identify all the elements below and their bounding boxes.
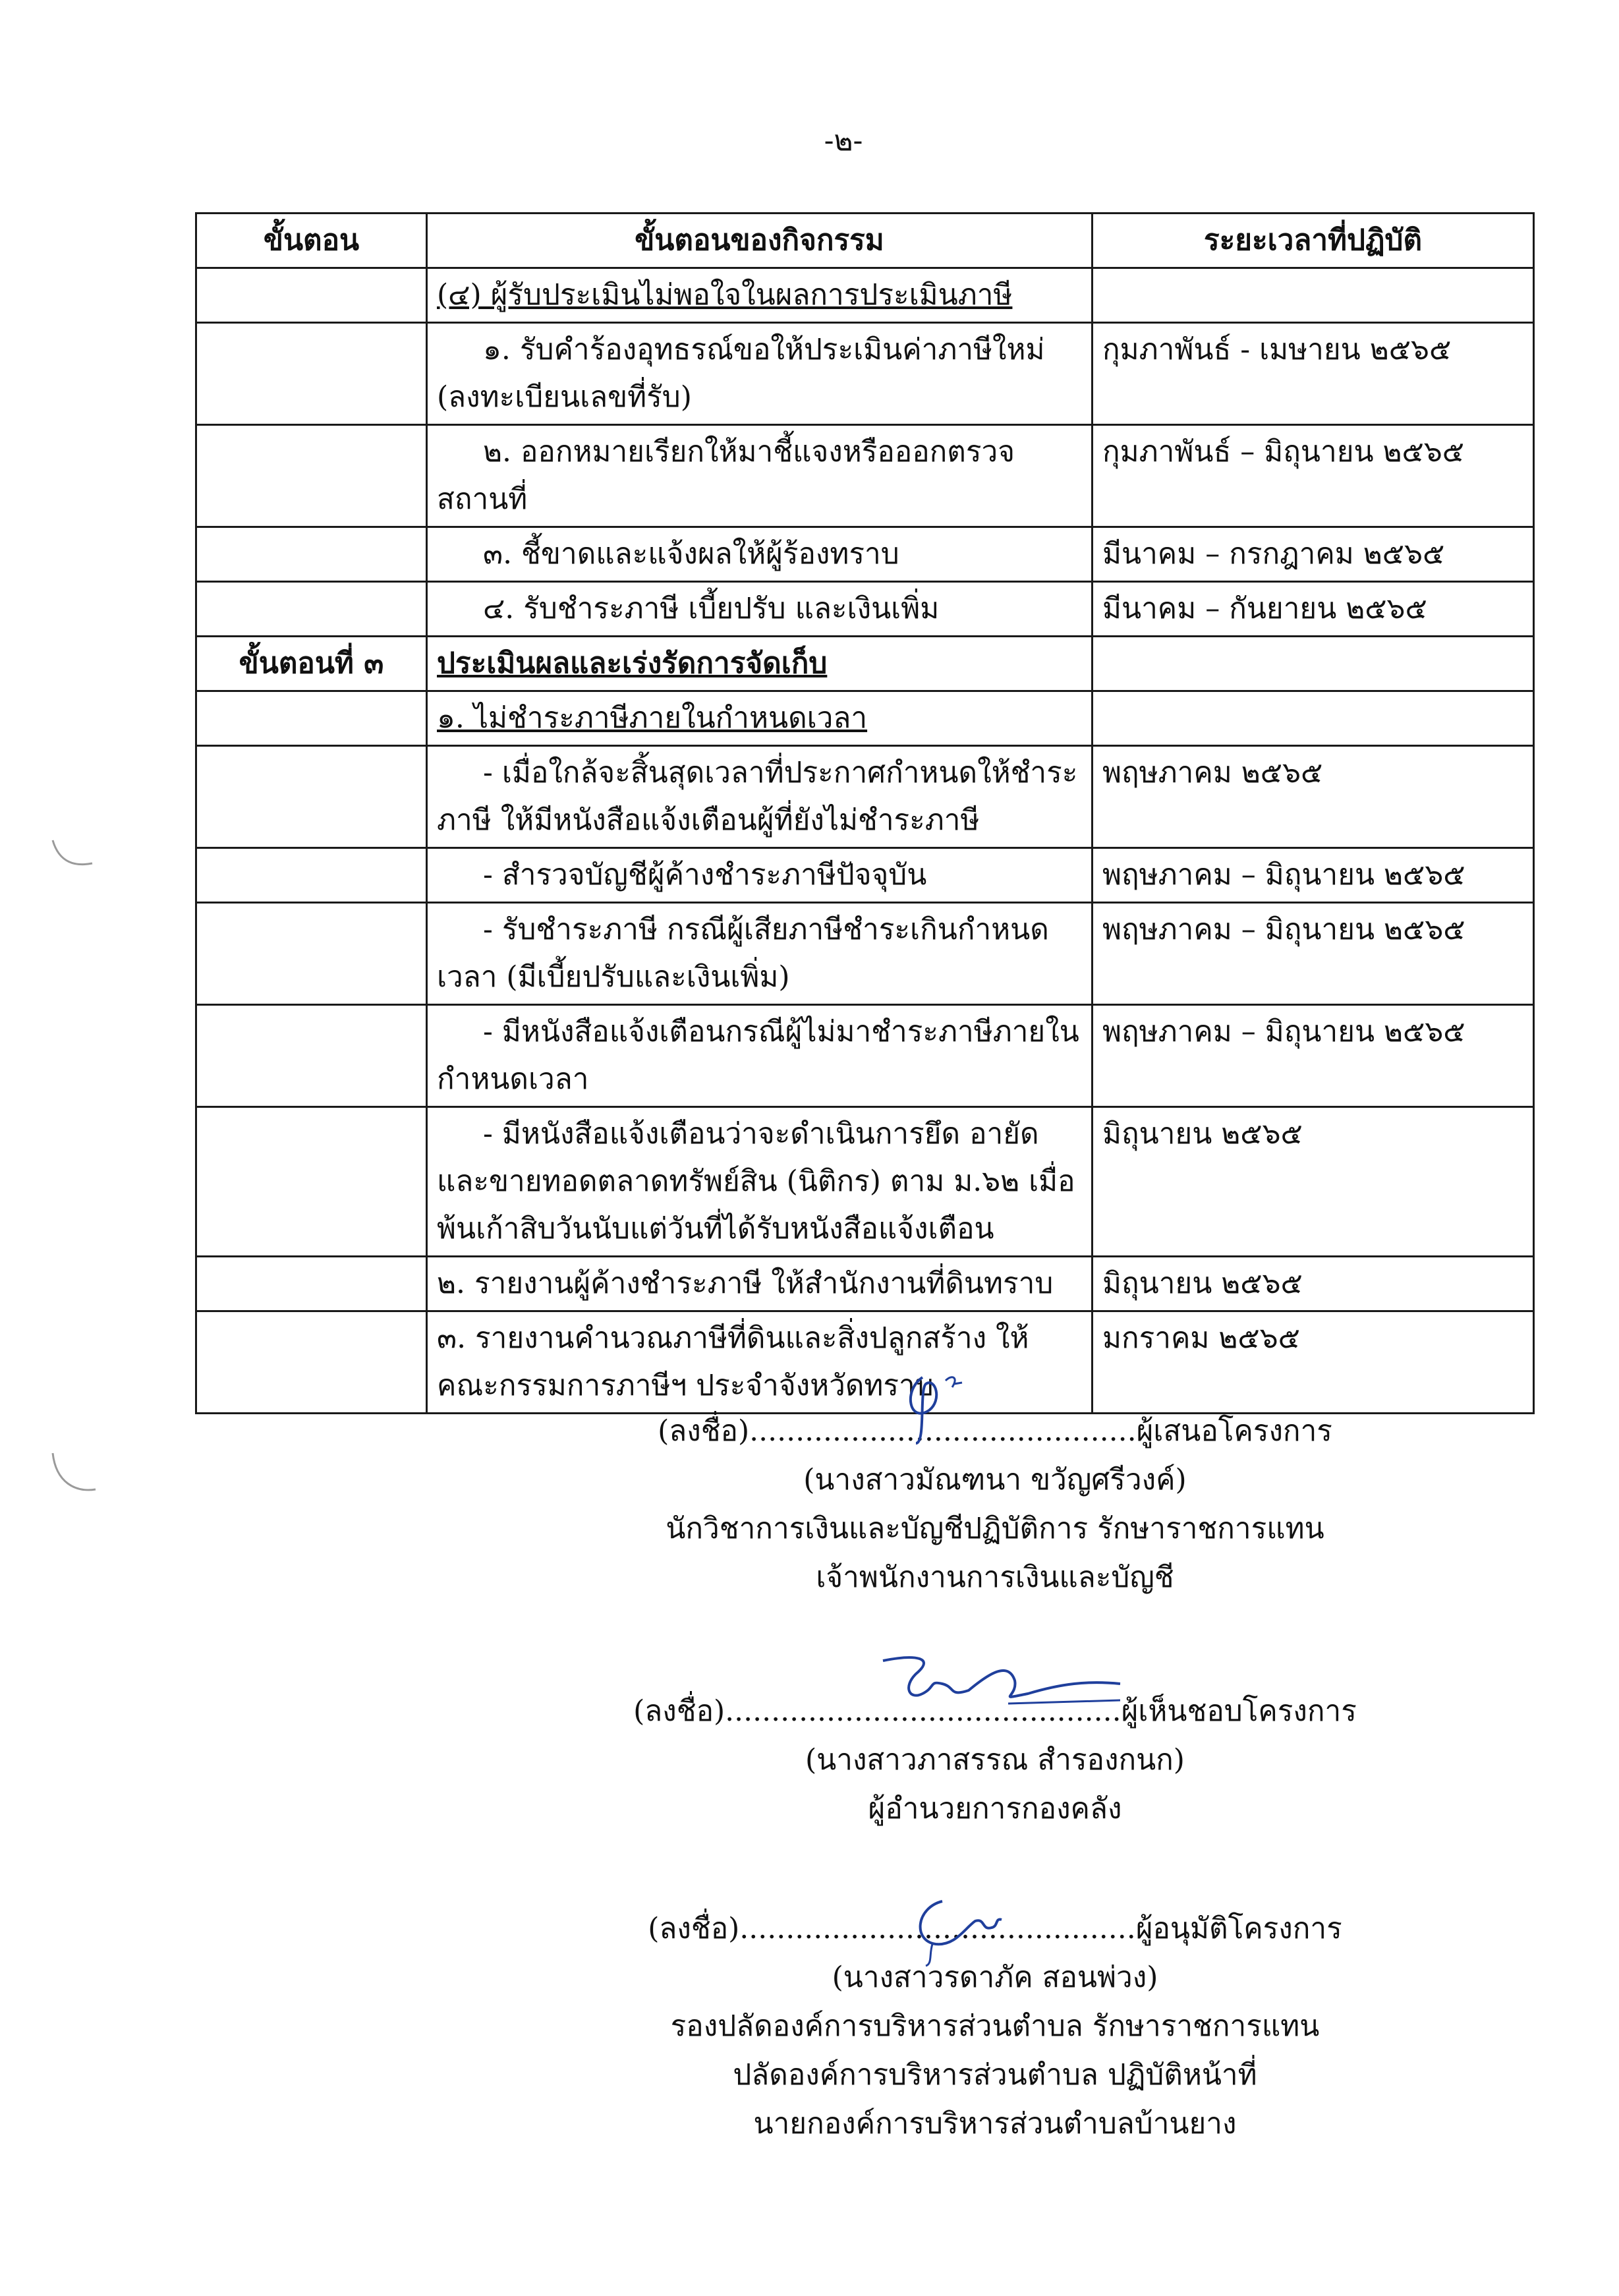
period-cell: มีนาคม – กรกฎาคม ๒๕๖๕ <box>1093 527 1534 582</box>
activity-cell: ๓. ชี้ขาดและแจ้งผลให้ผู้ร้องทราบ <box>427 527 1093 582</box>
signer-position: นักวิชาการเงินและบัญชีปฏิบัติการ รักษาราชการแทน <box>666 1512 1324 1545</box>
activity-cell: ๓. รายงานคำนวณภาษีที่ดินและสิ่งปลูกสร้าง ให้คณะกรรมการภาษีฯ ประจำจังหวัดทราบ <box>427 1311 1093 1414</box>
period-cell: มิถุนายน ๒๕๖๕ <box>1093 1107 1534 1257</box>
signer-position: รองปลัดองค์การบริหารส่วนตำบล รักษาราชการแทน <box>670 2009 1320 2043</box>
table-row <box>196 903 1534 1005</box>
table-row <box>196 848 1534 903</box>
period-cell: พฤษภาคม – มิถุนายน ๒๕๖๕ <box>1093 903 1534 1005</box>
scan-edge-mark <box>40 837 99 876</box>
table-row <box>196 1257 1534 1311</box>
activity-cell: ๒. ออกหมายเรียกให้มาชี้แจงหรือออกตรวจสถานที่ <box>427 425 1093 527</box>
step3-title: ประเมินผลและเร่งรัดการจัดเก็บ <box>427 637 1093 691</box>
handwritten-signature-2 <box>876 1648 1127 1720</box>
header-activity: ขั้นตอนของกิจกรรม <box>427 214 1093 268</box>
period-cell: มิถุนายน ๒๕๖๕ <box>1093 1257 1534 1311</box>
period-cell: พฤษภาคม – มิถุนายน ๒๕๖๕ <box>1093 1005 1534 1107</box>
activity-cell: ๒. รายงานผู้ค้างชำระภาษี ให้สำนักงานที่ดินทราบ <box>427 1257 1093 1311</box>
table-row <box>196 527 1534 582</box>
header-period: ระยะเวลาที่ปฏิบัติ <box>1093 214 1534 268</box>
activity-cell: - มีหนังสือแจ้งเตือนว่าจะดำเนินการยึด อายัดและขายทอดตลาดทรัพย์สิน (นิติกร) ตาม ม.๖๒ เมื่อพ้นเก้าสิบวันนับแต่วันที่ได้รับหนังสือแจ้งเตือน <box>427 1107 1093 1257</box>
signature-line: (ลงชื่อ)...........................................ผู้เห็นชอบโครงการ <box>633 1694 1357 1728</box>
activity-cell: ๔. รับชำระภาษี เบี้ยปรับ และเงินเพิ่ม <box>427 582 1093 637</box>
period-cell <box>1093 637 1534 691</box>
signature-line: (ลงชื่อ)..........................................ผู้เสนอโครงการ <box>658 1414 1332 1448</box>
signer-name: (นางสาวมัณฑนา ขวัญศรีวงค์) <box>803 1463 1187 1497</box>
handwritten-signature-3 <box>903 1881 1008 1967</box>
table-row <box>196 425 1534 527</box>
activity-cell: - มีหนังสือแจ้งเตือนกรณีผู้ไม่มาชำระภาษีภายในกำหนดเวลา <box>427 1005 1093 1107</box>
period-cell: มกราคม ๒๕๖๕ <box>1093 1311 1534 1414</box>
activity-cell: - สำรวจบัญชีผู้ค้างชำระภาษีปัจจุบัน <box>427 848 1093 903</box>
period-cell: พฤษภาคม – มิถุนายน ๒๕๖๕ <box>1093 848 1534 903</box>
section4-title: (๔) ผู้รับประเมินไม่พอใจในผลการประเมินภาษี <box>427 268 1093 323</box>
activity-cell: ๑. รับคำร้องอุทธรณ์ขอให้ประเมินค่าภาษีใหม่ (ลงทะเบียนเลขที่รับ) <box>427 323 1093 425</box>
page-number: -๒- <box>824 124 863 158</box>
table-row <box>196 1311 1534 1414</box>
handwritten-signature-1 <box>896 1364 988 1450</box>
signer-position: ปลัดองค์การบริหารส่วนตำบล ปฏิบัติหน้าที่ <box>733 2058 1257 2092</box>
step3-label: ขั้นตอนที่ ๓ <box>196 637 427 691</box>
step-cell-empty <box>196 268 427 323</box>
period-cell: กุมภาพันธ์ - เมษายน ๒๕๖๕ <box>1093 323 1534 425</box>
header-step: ขั้นตอน <box>196 214 427 268</box>
table-header-row <box>196 214 1534 268</box>
signature-block-proposer <box>633 1407 1357 1602</box>
step3-sub1-title: ๑. ไม่ชำระภาษีภายในกำหนดเวลา <box>427 691 1093 746</box>
signer-name: (นางสาวภาสรรณ สำรองกนก) <box>805 1743 1185 1777</box>
signer-position: ผู้อำนวยการกองคลัง <box>868 1792 1122 1825</box>
table-row <box>196 1005 1534 1107</box>
table-row <box>196 268 1534 323</box>
signature-line: (ลงชื่อ)...........................................ผู้อนุมัติโครงการ <box>648 1912 1342 1945</box>
signer-name: (นางสาวรดาภัค สอนพ่วง) <box>832 1961 1158 1994</box>
activity-schedule-table <box>195 212 1535 1414</box>
period-cell <box>1093 268 1534 323</box>
period-cell: กุมภาพันธ์ – มิถุนายน ๒๕๖๕ <box>1093 425 1534 527</box>
table-row <box>196 323 1534 425</box>
signer-position: เจ้าพนักงานการเงินและบัญชี <box>816 1561 1174 1594</box>
activity-cell: - รับชำระภาษี กรณีผู้เสียภาษีชำระเกินกำหนดเวลา (มีเบี้ยปรับและเงินเพิ่ม) <box>427 903 1093 1005</box>
table-row <box>196 582 1534 637</box>
activity-cell: - เมื่อใกล้จะสิ้นสุดเวลาที่ประกาศกำหนดให้ชำระภาษี ให้มีหนังสือแจ้งเตือนผู้ที่ยังไม่ชำระภาษี <box>427 746 1093 848</box>
period-cell <box>1093 691 1534 746</box>
table-row <box>196 691 1534 746</box>
table-row <box>196 746 1534 848</box>
signer-position: นายกองค์การบริหารส่วนตำบลบ้านยาง <box>753 2107 1237 2140</box>
table-row <box>196 637 1534 691</box>
scan-edge-mark <box>40 1450 99 1503</box>
period-cell: มีนาคม – กันยายน ๒๕๖๕ <box>1093 582 1534 637</box>
table-row <box>196 1107 1534 1257</box>
period-cell: พฤษภาคม ๒๕๖๕ <box>1093 746 1534 848</box>
